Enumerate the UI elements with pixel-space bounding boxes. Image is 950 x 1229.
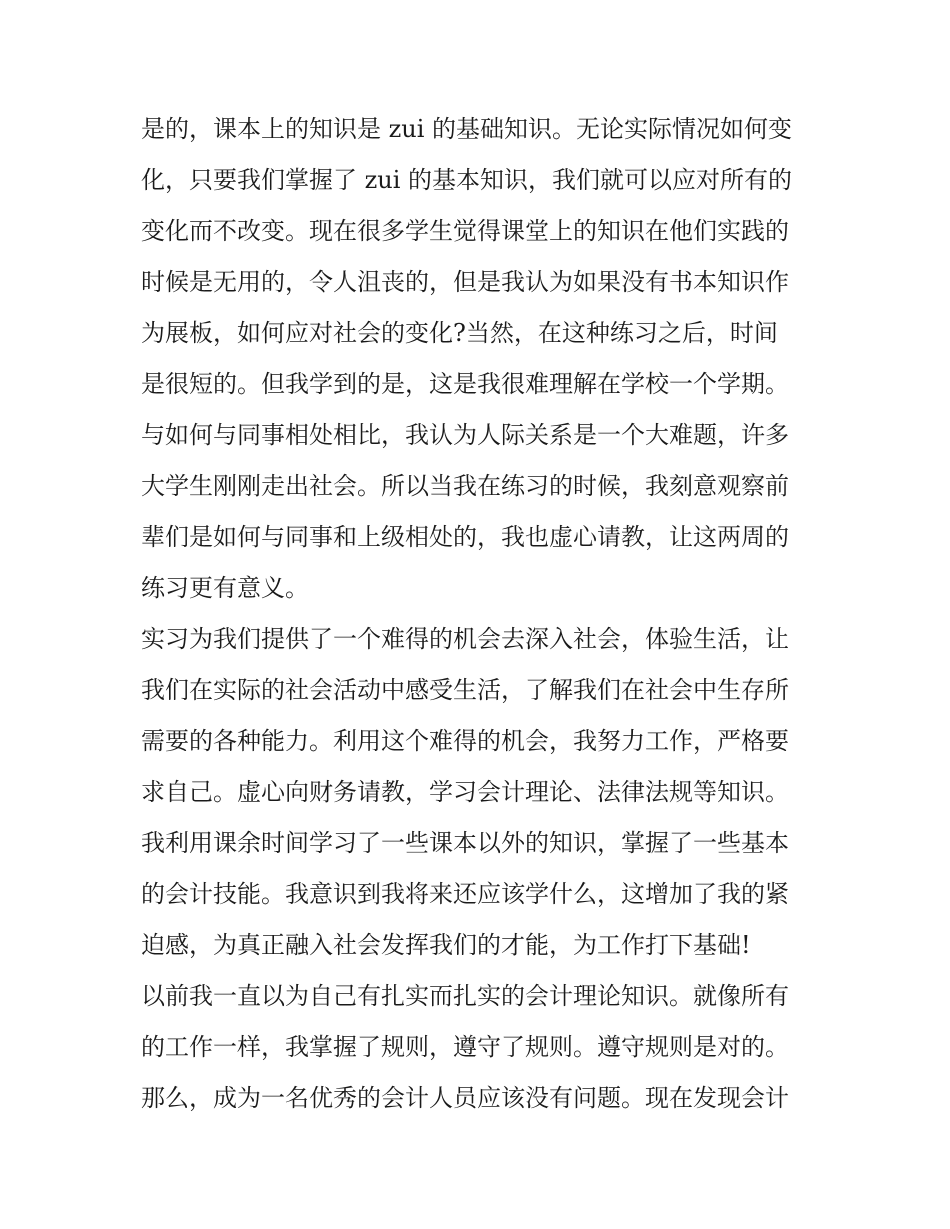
text-line: 那么，成为一名优秀的会计人员应该没有问题。现在发现会计 [141,1084,789,1112]
text-line: 实习为我们提供了一个难得的机会去深入社会，体验生活，让 [141,625,789,653]
text-line: 为展板，如何应对社会的变化?当然，在这种练习之后，时间 [141,319,778,347]
text-line: 的会计技能。我意识到我将来还应该学什么，这增加了我的紧 [141,880,789,908]
text-line: 以前我一直以为自己有扎实而扎实的会计理论知识。就像所有 [141,982,789,1010]
text-line: 大学生刚刚走出社会。所以当我在练习的时候，我刻意观察前 [141,472,789,500]
text-line: 与如何与同事相处相比，我认为人际关系是一个大难题，许多 [141,421,789,449]
text-line: 的工作一样，我掌握了规则，遵守了规则。遵守规则是对的。 [141,1033,789,1061]
text-line: 变化而不改变。现在很多学生觉得课堂上的知识在他们实践的 [141,217,789,245]
text-line: 练习更有意义。 [141,574,309,602]
body-text [141,104,816,1124]
text-line: 需要的各种能力。利用这个难得的机会，我努力工作，严格要 [141,727,789,755]
text-line: 是很短的。但我学到的是，这是我很难理解在学校一个学期。 [141,370,789,398]
text-line: 求自己。虚心向财务请教，学习会计理论、法律法规等知识。 [141,778,789,806]
text-line: 化，只要我们掌握了 zui 的基本知识，我们就可以应对所有的 [141,166,793,194]
text-line: 我们在实际的社会活动中感受生活，了解我们在社会中生存所 [141,676,789,704]
text-line: 迫感，为真正融入社会发挥我们的才能，为工作打下基础! [141,931,751,959]
text-line: 我利用课余时间学习了一些课本以外的知识，掌握了一些基本 [141,829,789,857]
text-line: 是的，课本上的知识是 zui 的基础知识。无论实际情况如何变 [141,115,793,143]
text-line: 辈们是如何与同事和上级相处的，我也虚心请教，让这两周的 [141,523,789,551]
text-line: 时候是无用的，令人沮丧的，但是我认为如果没有书本知识作 [141,268,789,296]
